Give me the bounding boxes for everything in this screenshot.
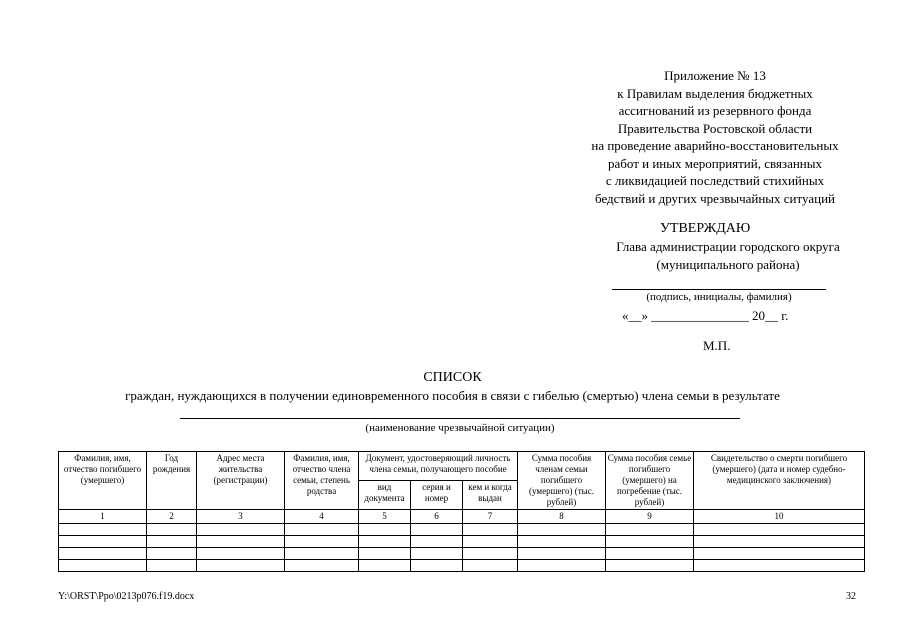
- column-number: 8: [518, 510, 606, 524]
- table-cell: [147, 560, 197, 572]
- approval-date: «__» _______________ 20__ г.: [622, 308, 789, 323]
- table-cell: [518, 548, 606, 560]
- header-death-certificate: Свидетельство о смерти погибшего (умершего) (дата и номер судебно-медицинского заключения): [694, 452, 865, 510]
- header-doc-issuer: кем и когда выдан: [463, 481, 518, 510]
- table-cell: [463, 536, 518, 548]
- table-cell: [285, 548, 359, 560]
- table-cell: [59, 524, 147, 536]
- emergency-name-hint: (наименование чрезвычайной ситуации): [365, 422, 555, 434]
- table-cell: [285, 524, 359, 536]
- table-cell: [606, 548, 694, 560]
- column-number-row: [59, 510, 865, 524]
- table-header-row: [59, 452, 865, 481]
- file-path: Y:\ORST\Ppo\0213p076.f19.docx: [58, 591, 195, 602]
- header-full-name: Фамилия, имя, отчество погибшего (умершего): [59, 452, 147, 510]
- table-cell: [59, 536, 147, 548]
- column-number: 10: [694, 510, 865, 524]
- header-doc-number: серия и номер: [411, 481, 463, 510]
- table-cell: [359, 560, 411, 572]
- column-number: 6: [411, 510, 463, 524]
- table-cell: [463, 560, 518, 572]
- header-family-allowance: Сумма пособия членам семьи погибшего (умершего) (тыс. рублей): [518, 452, 606, 510]
- table-cell: [411, 524, 463, 536]
- approval-title: УТВЕРЖДАЮ: [660, 221, 751, 236]
- header-id-document: Документ, удостоверяющий личность члена семьи, получающего пособие: [359, 452, 518, 481]
- table-cell: [411, 560, 463, 572]
- table-cell: [359, 536, 411, 548]
- table-cell: [411, 536, 463, 548]
- column-number: 5: [359, 510, 411, 524]
- approval-position: Глава администрации городского округа: [616, 239, 840, 254]
- emergency-name-line: [180, 418, 740, 419]
- table-cell: [147, 524, 197, 536]
- table-cell: [285, 536, 359, 548]
- signature-line: [612, 289, 826, 290]
- column-number: 9: [606, 510, 694, 524]
- table-cell: [606, 560, 694, 572]
- appendix-line: с ликвидацией последствий стихийных: [605, 173, 825, 188]
- appendix-line: на проведение аварийно-восстановительных: [591, 138, 839, 153]
- table-row: [59, 560, 865, 572]
- table-cell: [197, 524, 285, 536]
- column-number: 1: [59, 510, 147, 524]
- page-number: 32: [846, 591, 856, 602]
- list-title: СПИСОК: [423, 370, 482, 385]
- table-cell: [59, 560, 147, 572]
- table-cell: [694, 548, 865, 560]
- table-cell: [518, 560, 606, 572]
- appendix-line: Правительства Ростовской области: [617, 120, 813, 136]
- table-cell: [518, 524, 606, 536]
- signature-hint: (подпись, инициалы, фамилия): [646, 291, 792, 303]
- appendix-line: к Правилам выделения бюджетных: [617, 85, 813, 101]
- table-cell: [197, 548, 285, 560]
- table-cell: [463, 548, 518, 560]
- appendix-header: [540, 67, 890, 207]
- table-cell: [147, 548, 197, 560]
- table-cell: [59, 548, 147, 560]
- table-cell: [606, 536, 694, 548]
- table-row: [59, 524, 865, 536]
- appendix-line: ассигнований из резервного фонда: [618, 103, 812, 118]
- table-row: [59, 536, 865, 548]
- approval-position-sub: (муниципального района): [656, 257, 800, 272]
- table-cell: [606, 524, 694, 536]
- table-cell: [197, 560, 285, 572]
- header-burial-allowance: Сумма пособия семье погибшего (умершего) на погребение (тыс. рублей): [606, 452, 694, 510]
- table-cell: [197, 536, 285, 548]
- table-cell: [147, 536, 197, 548]
- table-cell: [463, 524, 518, 536]
- header-doc-type: вид документа: [359, 481, 411, 510]
- header-address: Адрес места жительства (регистрации): [197, 452, 285, 510]
- table-cell: [694, 560, 865, 572]
- table-cell: [694, 524, 865, 536]
- appendix-line: бедствий и других чрезвычайных ситуаций: [595, 190, 835, 206]
- list-subtitle: граждан, нуждающихся в получении единовременного пособия в связи с гибелью (смертью) члена семьи в результате: [125, 388, 780, 403]
- column-number: 4: [285, 510, 359, 524]
- header-family-member: Фамилия, имя, отчество члена семьи, степень родства: [285, 452, 359, 510]
- header-birth-year: Год рождения: [147, 452, 197, 510]
- appendix-line: Приложение № 13: [664, 68, 766, 83]
- table-cell: [359, 548, 411, 560]
- table-cell: [518, 536, 606, 548]
- stamp-placeholder: М.П.: [703, 338, 731, 353]
- table-cell: [359, 524, 411, 536]
- column-number: 7: [463, 510, 518, 524]
- table-cell: [411, 548, 463, 560]
- beneficiaries-table: [58, 451, 865, 572]
- table-cell: [694, 536, 865, 548]
- column-number: 3: [197, 510, 285, 524]
- table-row: [59, 548, 865, 560]
- table-cell: [285, 560, 359, 572]
- appendix-line: работ и иных мероприятий, связанных: [607, 155, 822, 171]
- column-number: 2: [147, 510, 197, 524]
